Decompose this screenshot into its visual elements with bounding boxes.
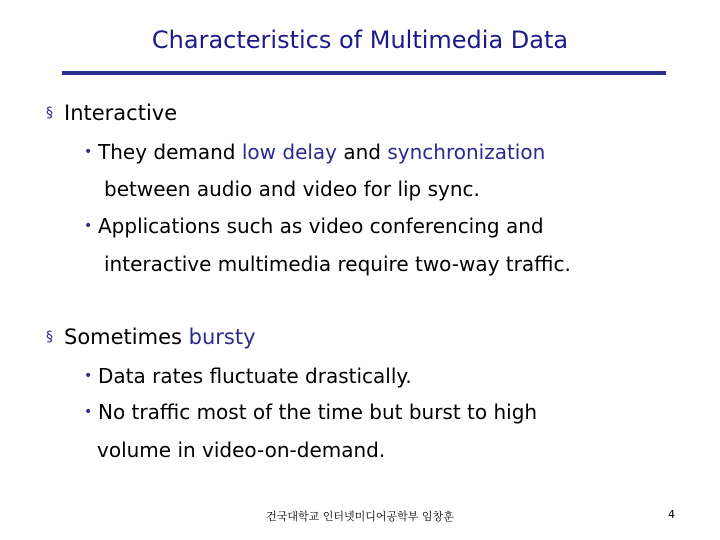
sub-point-text: No traffic most of the time but burst to high — [98, 400, 538, 424]
sub-bullet-icon: • — [84, 368, 93, 384]
section-heading-interactive — [46, 101, 177, 125]
sub-point — [84, 400, 537, 424]
sub-point-continuation: between audio and video for lip sync. — [104, 177, 480, 201]
sub-point-continuation: volume in video-on-demand. — [97, 438, 386, 462]
title-underline — [62, 71, 666, 75]
sub-point-text: Data rates fluctuate drastically. — [98, 364, 412, 388]
sub-point — [84, 140, 545, 164]
sub-point — [84, 214, 544, 238]
sub-point-text: and — [337, 140, 388, 164]
section-heading-highlight: bursty — [188, 325, 256, 349]
page-number: 4 — [668, 508, 675, 521]
sub-point-highlight: low delay — [241, 140, 338, 164]
slide-title: Characteristics of Multimedia Data — [151, 26, 569, 54]
section-bullet-icon: § — [46, 105, 53, 121]
sub-point-text: They demand — [98, 140, 242, 164]
sub-point-text: Applications such as video conferencing and — [98, 214, 544, 238]
sub-bullet-icon: • — [84, 218, 93, 234]
sub-point — [84, 364, 412, 388]
slide-footer: 건국대학교 인터넷미디어공학부 임창훈 — [266, 510, 454, 523]
section-heading-text: Interactive — [64, 101, 178, 125]
section-heading-bursty — [46, 325, 256, 349]
section-heading-text: Sometimes — [64, 325, 189, 349]
sub-bullet-icon: • — [84, 144, 93, 160]
sub-bullet-icon: • — [84, 404, 93, 420]
section-bullet-icon: § — [46, 329, 53, 345]
sub-point-continuation: interactive multimedia require two-way traffic. — [104, 252, 571, 276]
sub-point-highlight: synchronization — [387, 140, 546, 164]
